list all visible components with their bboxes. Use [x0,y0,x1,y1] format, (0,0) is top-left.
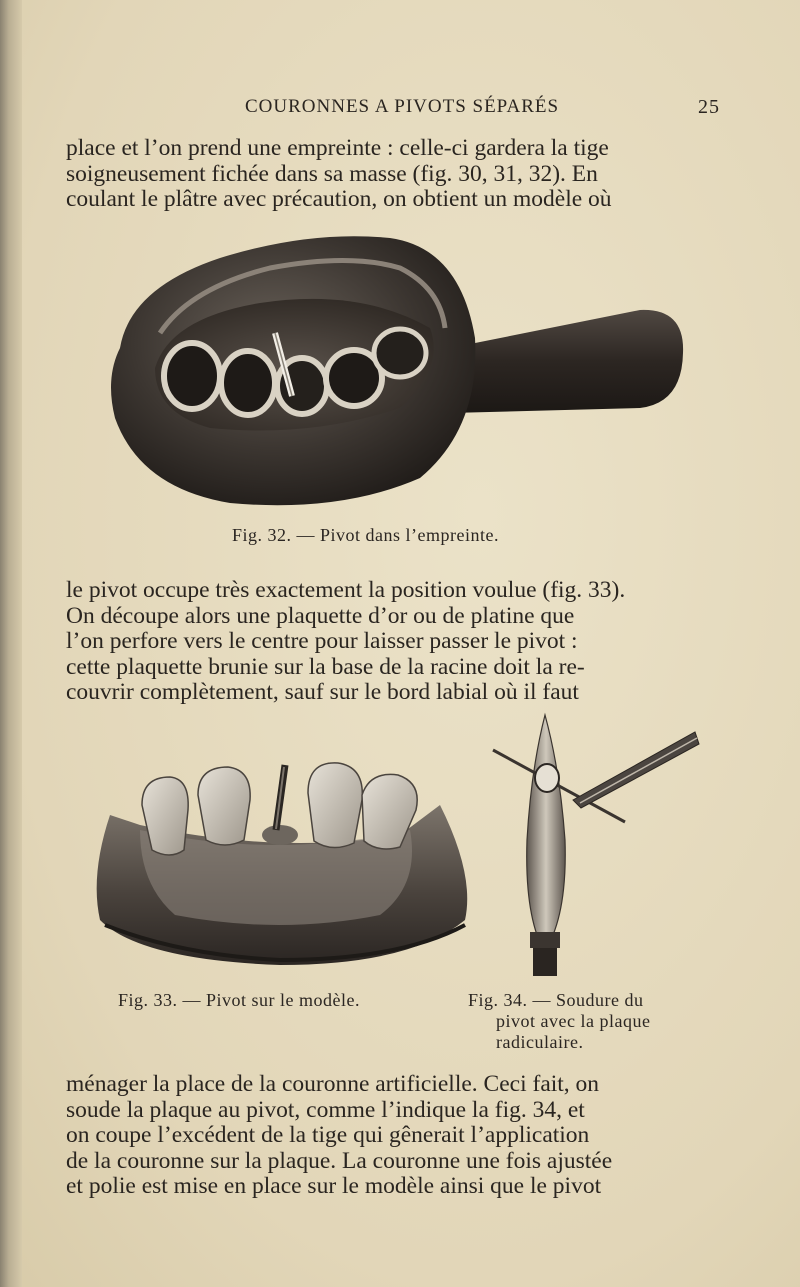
figure-34-caption-line: radiculaire. [496,1032,584,1052]
text-line: ménager la place de la couronne artificielle. Ceci fait, on [66,1071,600,1097]
text-line: on coupe l’excédent de la tige qui gênerait l’application [66,1122,590,1148]
figure-34-caption [468,990,713,1053]
figure-34-caption-line: pivot avec la plaque [496,1011,651,1031]
text-line: cette plaquette brunie sur la base de la racine doit la re- [66,653,585,680]
figure-32-caption: Fig. 32. — Pivot dans l’empreinte. [232,525,499,545]
text-line: et polie est mise en place sur le modèle ainsi que le pivot [66,1173,602,1199]
paragraph-2 [66,578,728,706]
figure-34-caption-line: Fig. 34. — Soudure du [468,990,644,1010]
text-line: l’on perfore vers le centre pour laisser passer le pivot : [66,628,578,654]
text-line: de la couronne sur la plaque. La couronne une fois ajustée [66,1147,613,1174]
running-head [90,96,720,122]
figure-33-plaster-model [80,755,480,970]
book-spine-shadow [0,0,22,1287]
text-line: On découpe alors une plaquette d’or ou de platine que [66,602,575,629]
text-line: coulant le plâtre avec précaution, on obtient un modèle où [66,186,612,212]
text-line: le pivot occupe très exactement la position voulue (fig. 33). [66,577,626,603]
text-line: soude la plaque au pivot, comme l’indique la fig. 34, et [66,1096,585,1123]
figure-34-soldering-tool [485,710,715,980]
text-line: place et l’on prend une empreinte : celle-ci gardera la tige [66,135,609,161]
running-head-title: COURONNES A PIVOTS SÉPARÉS [245,96,560,117]
paragraph-3 [66,1072,700,1200]
page-number: 25 [698,96,720,118]
figure-32-impression-tray [100,228,700,518]
text-line: soigneusement fichée dans sa masse (fig. 30, 31, 32). En [66,160,598,187]
figure-33-caption: Fig. 33. — Pivot sur le modèle. [118,990,360,1010]
paragraph-1 [66,136,726,213]
text-line: couvrir complètement, sauf sur le bord labial où il faut [66,679,579,705]
